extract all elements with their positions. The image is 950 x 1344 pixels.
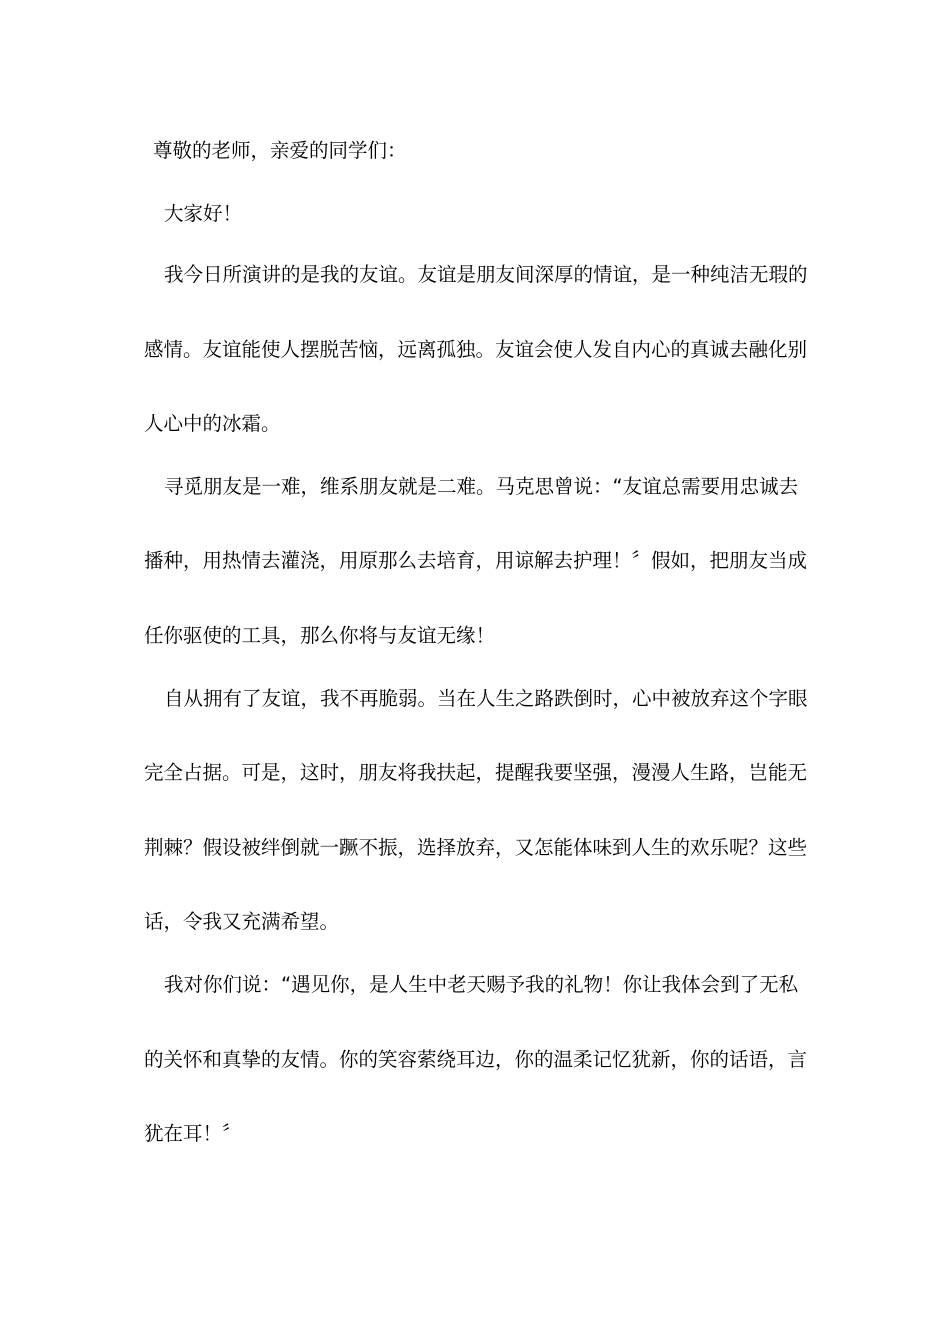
paragraph-line: 话，令我又充满希望。 bbox=[144, 910, 340, 933]
paragraph-line: 我今日所演讲的是我的友谊。友谊是朋友间深厚的情谊，是一种纯洁无瑕的 bbox=[164, 263, 808, 286]
paragraph-line: 的关怀和真挚的友情。你的笑容萦绕耳边，你的温柔记忆犹新，你的话语，言 bbox=[144, 1048, 808, 1071]
salutation: 尊敬的老师，亲爱的同学们： bbox=[153, 139, 407, 162]
paragraph-line: 犹在耳！〞 bbox=[144, 1122, 242, 1145]
paragraph-line: 播种，用热情去灌浇，用原那么去培育，用谅解去护理！〞假如，把朋友当成 bbox=[144, 549, 808, 572]
paragraph-line: 完全占据。可是，这时，朋友将我扶起，提醒我要坚强，漫漫人生路，岂能无 bbox=[144, 761, 808, 784]
paragraph-line: 人心中的冰霜。 bbox=[144, 412, 281, 435]
paragraph-line: 自从拥有了友谊，我不再脆弱。当在人生之路跌倒时，心中被放弃这个字眼 bbox=[164, 687, 808, 710]
paragraph-line: 寻觅朋友是一难，维系朋友就是二难。马克思曾说：“友谊总需要用忠诚去 bbox=[164, 475, 799, 498]
paragraph-line: 任你驱使的工具，那么你将与友谊无缘！ bbox=[144, 624, 496, 647]
paragraph-line: 荆棘？假设被绊倒就一蹶不振，选择放弃，又怎能体味到人生的欢乐呢？这些 bbox=[144, 836, 808, 859]
paragraph-line: 感情。友谊能使人摆脱苦恼，远离孤独。友谊会使人发自内心的真诚去融化别 bbox=[144, 338, 808, 361]
paragraph-line: 我对你们说：“遇见你，是人生中老天赐予我的礼物！你让我体会到了无私 bbox=[164, 973, 799, 996]
greeting: 大家好！ bbox=[164, 202, 243, 225]
